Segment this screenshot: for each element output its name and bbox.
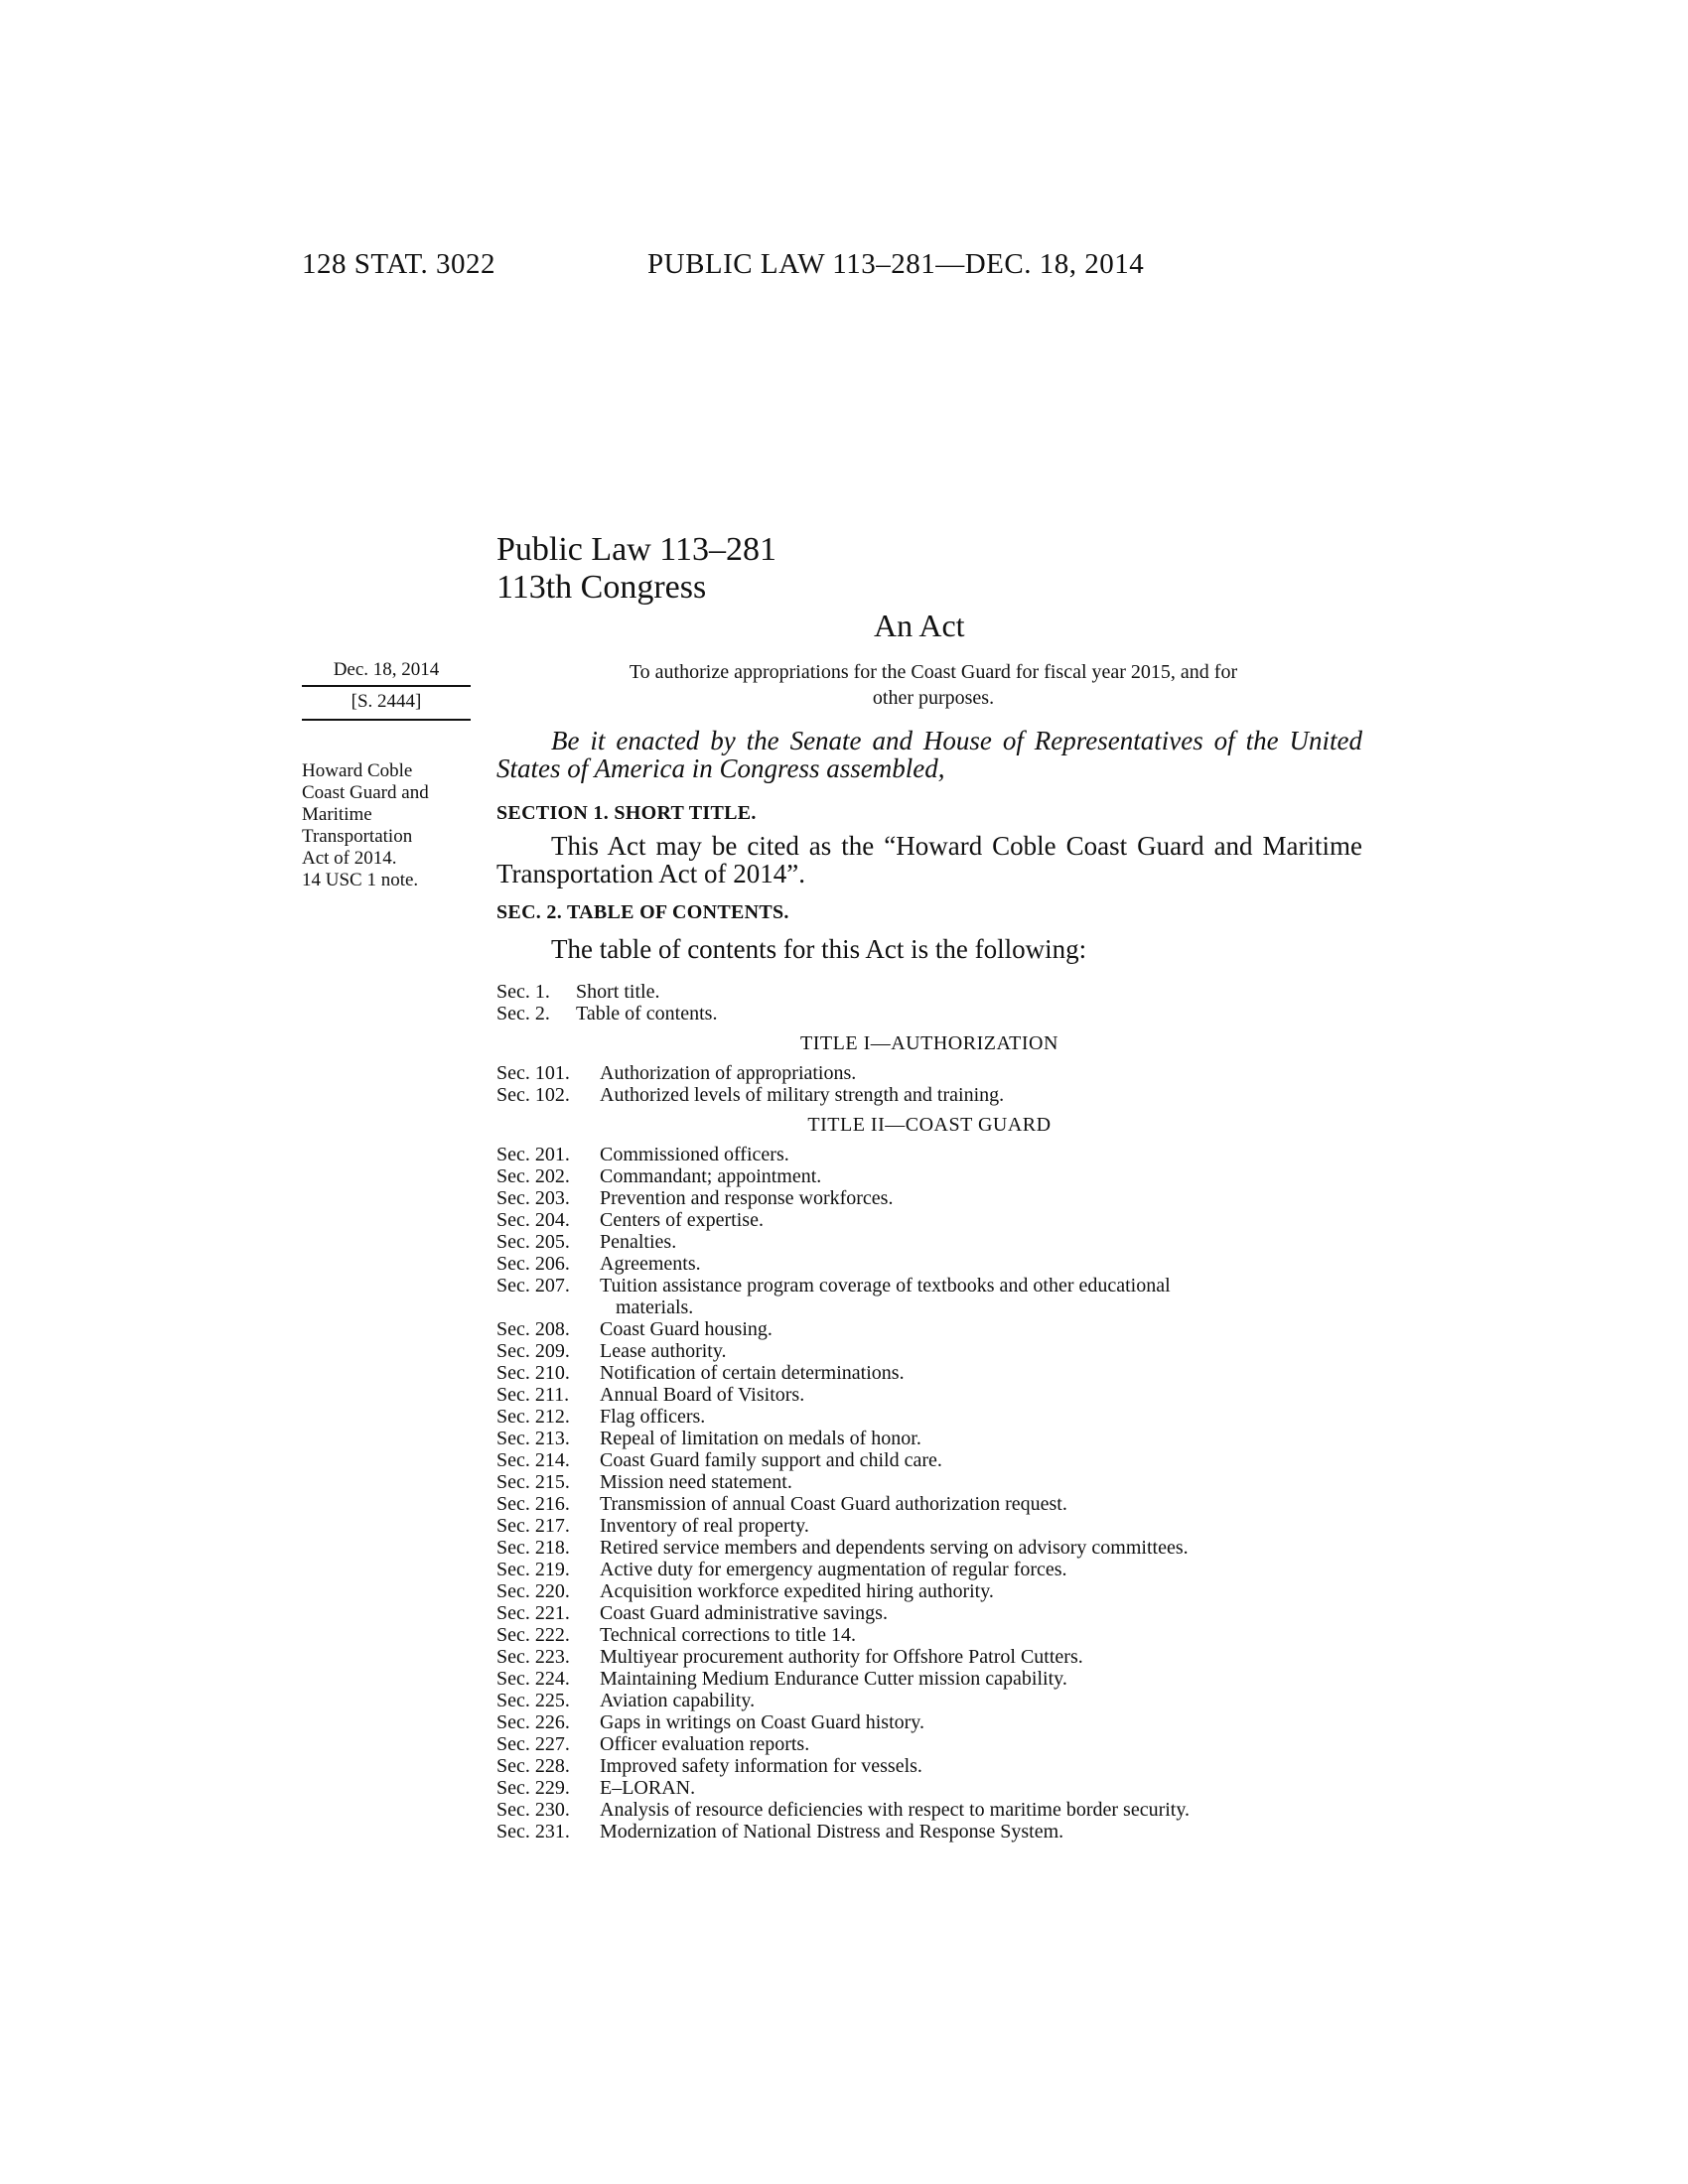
toc-section-title: Multiyear procurement authority for Offshore Patrol Cutters.: [600, 1646, 1083, 1668]
toc-section-title-continuation: materials.: [616, 1297, 694, 1318]
toc-section-title: Coast Guard administrative savings.: [600, 1602, 888, 1624]
toc-section-title: Officer evaluation reports.: [600, 1733, 810, 1755]
toc-section-title: Flag officers.: [600, 1406, 706, 1428]
toc-section-title: Authorization of appropriations.: [600, 1062, 857, 1084]
toc-section-title: Agreements.: [600, 1253, 701, 1275]
toc-section-number: Sec. 203.: [496, 1187, 570, 1209]
toc-entry: [496, 1668, 1362, 1690]
toc-section-title: Inventory of real property.: [600, 1515, 809, 1537]
title-2-heading: TITLE II—COAST GUARD: [807, 1114, 1052, 1136]
table-of-contents-intro: The table of contents for this Act is the following:: [551, 934, 1087, 964]
toc-section-number: Sec. 214.: [496, 1449, 570, 1471]
margin-note: [302, 760, 476, 891]
congress-number: 113th Congress: [496, 569, 707, 606]
toc-section-title: Commandant; appointment.: [600, 1165, 822, 1187]
toc-section-number: Sec. 218.: [496, 1537, 570, 1559]
margin-note-line: Howard Coble: [302, 760, 413, 781]
toc-section-number: Sec. 211.: [496, 1384, 570, 1406]
toc-section-number: Sec. 206.: [496, 1253, 570, 1275]
toc-section-number: Sec. 226.: [496, 1711, 570, 1733]
section-1-heading: SECTION 1. SHORT TITLE.: [496, 802, 757, 824]
toc-intro-entries: [496, 981, 1362, 1024]
toc-section-number: Sec. 216.: [496, 1493, 570, 1515]
toc-section-title: Annual Board of Visitors.: [600, 1384, 805, 1406]
toc-entry: [496, 1003, 1362, 1024]
toc-section-title: Mission need statement.: [600, 1471, 792, 1493]
toc-entry: [496, 1449, 1362, 1471]
purpose-line: other purposes.: [872, 687, 995, 709]
toc-section-title: Penalties.: [600, 1231, 677, 1253]
toc-section-number: Sec. 102.: [496, 1084, 570, 1106]
toc-section-title: Retired service members and dependents serving on advisory committees.: [600, 1537, 1189, 1559]
toc-entry: [496, 1144, 1362, 1165]
toc-section-number: Sec. 217.: [496, 1515, 570, 1537]
toc-section-title: Centers of expertise.: [600, 1209, 764, 1231]
toc-section-title: Acquisition workforce expedited hiring authority.: [600, 1580, 994, 1602]
toc-entry: [496, 1580, 1362, 1602]
toc-section-number: Sec. 204.: [496, 1209, 570, 1231]
toc-section-title: Notification of certain determinations.: [600, 1362, 905, 1384]
toc-section-title: Lease authority.: [600, 1340, 727, 1362]
toc-section-number: Sec. 101.: [496, 1062, 570, 1084]
toc-entry: [496, 1602, 1362, 1624]
toc-section-title: E–LORAN.: [600, 1777, 696, 1799]
toc-section-number: Sec. 228.: [496, 1755, 570, 1777]
toc-entry: [496, 1231, 1362, 1253]
toc-section-title: Repeal of limitation on medals of honor.: [600, 1428, 921, 1449]
toc-section-number: Sec. 207.: [496, 1275, 570, 1297]
act-purpose: [536, 659, 1331, 711]
toc-section-title: Improved safety information for vessels.: [600, 1755, 922, 1777]
toc-entry: [496, 1384, 1362, 1406]
toc-entry: [496, 1646, 1362, 1668]
short-title-text: This Act may be cited as the “Howard Coble Coast Guard and Maritime Transportation Act of 2014”.: [496, 831, 1362, 888]
toc-section-number: Sec. 224.: [496, 1668, 570, 1690]
toc-section-number: Sec. 209.: [496, 1340, 570, 1362]
toc-entry: [496, 1624, 1362, 1646]
toc-section-number: Sec. 213.: [496, 1428, 570, 1449]
running-header: [302, 248, 1295, 288]
toc-entry: [496, 1733, 1362, 1755]
toc-entry: [496, 981, 1362, 1003]
toc-entry: [496, 1406, 1362, 1428]
toc-entry: [496, 1471, 1362, 1493]
margin-note-line: Transportation: [302, 826, 413, 847]
toc-section-title: Aviation capability.: [600, 1690, 756, 1711]
toc-entry: [496, 1515, 1362, 1537]
toc-section-title: Authorized levels of military strength and training.: [600, 1084, 1005, 1106]
toc-entry: [496, 1275, 1362, 1318]
public-law-header: PUBLIC LAW 113–281—DEC. 18, 2014: [647, 248, 1145, 280]
toc-section-title: Active duty for emergency augmentation of regular forces.: [600, 1559, 1067, 1580]
toc-section-title: [600, 1275, 1362, 1318]
toc-section-number: Sec. 231.: [496, 1821, 570, 1843]
toc-section-title: Table of contents.: [576, 1003, 718, 1024]
toc-section-number: Sec. 222.: [496, 1624, 570, 1646]
toc-entry: [496, 1340, 1362, 1362]
toc-section-number: Sec. 230.: [496, 1799, 570, 1821]
toc-section-number: Sec. 225.: [496, 1690, 570, 1711]
margin-note-line: Act of 2014.: [302, 848, 397, 869]
title-2-entries: [496, 1144, 1362, 1843]
toc-section-number: Sec. 219.: [496, 1559, 570, 1580]
toc-section-number: Sec. 202.: [496, 1165, 570, 1187]
margin-date-box: [302, 659, 471, 721]
enactment-date: Dec. 18, 2014: [302, 659, 471, 687]
toc-section-number: Sec. 1.: [496, 981, 550, 1003]
margin-note-line: Coast Guard and: [302, 782, 429, 803]
toc-section-title-line: Tuition assistance program coverage of textbooks and other educational: [600, 1275, 1171, 1297]
toc-section-number: Sec. 215.: [496, 1471, 570, 1493]
toc-entry: [496, 1062, 1362, 1084]
margin-note-line: Maritime: [302, 804, 372, 825]
toc-section-number: Sec. 210.: [496, 1362, 570, 1384]
toc-entry: [496, 1799, 1362, 1821]
toc-section-number: Sec. 208.: [496, 1318, 570, 1340]
toc-section-title: Coast Guard family support and child care.: [600, 1449, 942, 1471]
toc-section-number: Sec. 212.: [496, 1406, 570, 1428]
toc-section-number: Sec. 205.: [496, 1231, 570, 1253]
toc-section-title: Short title.: [576, 981, 660, 1003]
toc-entry: [496, 1209, 1362, 1231]
toc-entry: [496, 1493, 1362, 1515]
purpose-line: To authorize appropriations for the Coast Guard for fiscal year 2015, and for: [629, 661, 1238, 683]
toc-entry: [496, 1755, 1362, 1777]
toc-section-number: Sec. 221.: [496, 1602, 570, 1624]
toc-section-number: Sec. 220.: [496, 1580, 570, 1602]
law-heading: [496, 531, 776, 607]
law-number: Public Law 113–281: [496, 531, 777, 568]
toc-entry: [496, 1777, 1362, 1799]
toc-section-number: Sec. 201.: [496, 1144, 570, 1165]
bill-number: [S. 2444]: [302, 687, 471, 721]
title-1-entries: [496, 1062, 1362, 1106]
toc-entry: [496, 1362, 1362, 1384]
enacting-clause: Be it enacted by the Senate and House of Representatives of the United States of America in Congress assembled,: [496, 726, 1362, 783]
toc-section-title: Prevention and response workforces.: [600, 1187, 894, 1209]
section-2-heading: SEC. 2. TABLE OF CONTENTS.: [496, 901, 789, 923]
statute-page-number: 128 STAT. 3022: [302, 248, 496, 280]
toc-entry: [496, 1318, 1362, 1340]
toc-entry: [496, 1165, 1362, 1187]
toc-section-title: Gaps in writings on Coast Guard history.: [600, 1711, 925, 1733]
toc-section-number: Sec. 2.: [496, 1003, 550, 1024]
act-title: An Act: [874, 608, 965, 643]
toc-entry: [496, 1253, 1362, 1275]
toc-entry: [496, 1711, 1362, 1733]
toc-entry: [496, 1428, 1362, 1449]
toc-section-title: Maintaining Medium Endurance Cutter mission capability.: [600, 1668, 1067, 1690]
margin-note-line: 14 USC 1 note.: [302, 870, 419, 890]
title-1-heading: TITLE I—AUTHORIZATION: [800, 1032, 1058, 1054]
toc-section-title: Analysis of resource deficiencies with respect to maritime border security.: [600, 1799, 1191, 1821]
toc-section-title: Transmission of annual Coast Guard authorization request.: [600, 1493, 1067, 1515]
toc-entry: [496, 1559, 1362, 1580]
toc-entry: [496, 1187, 1362, 1209]
toc-entry: [496, 1821, 1362, 1843]
toc-section-number: Sec. 227.: [496, 1733, 570, 1755]
toc-entry: [496, 1084, 1362, 1106]
toc-section-title: Coast Guard housing.: [600, 1318, 773, 1340]
toc-section-title: Commissioned officers.: [600, 1144, 789, 1165]
toc-entry: [496, 1690, 1362, 1711]
toc-section-number: Sec. 229.: [496, 1777, 570, 1799]
toc-section-title: Modernization of National Distress and Response System.: [600, 1821, 1064, 1843]
table-of-contents: [496, 981, 1362, 1843]
toc-section-title: Technical corrections to title 14.: [600, 1624, 856, 1646]
toc-section-number: Sec. 223.: [496, 1646, 570, 1668]
toc-entry: [496, 1537, 1362, 1559]
